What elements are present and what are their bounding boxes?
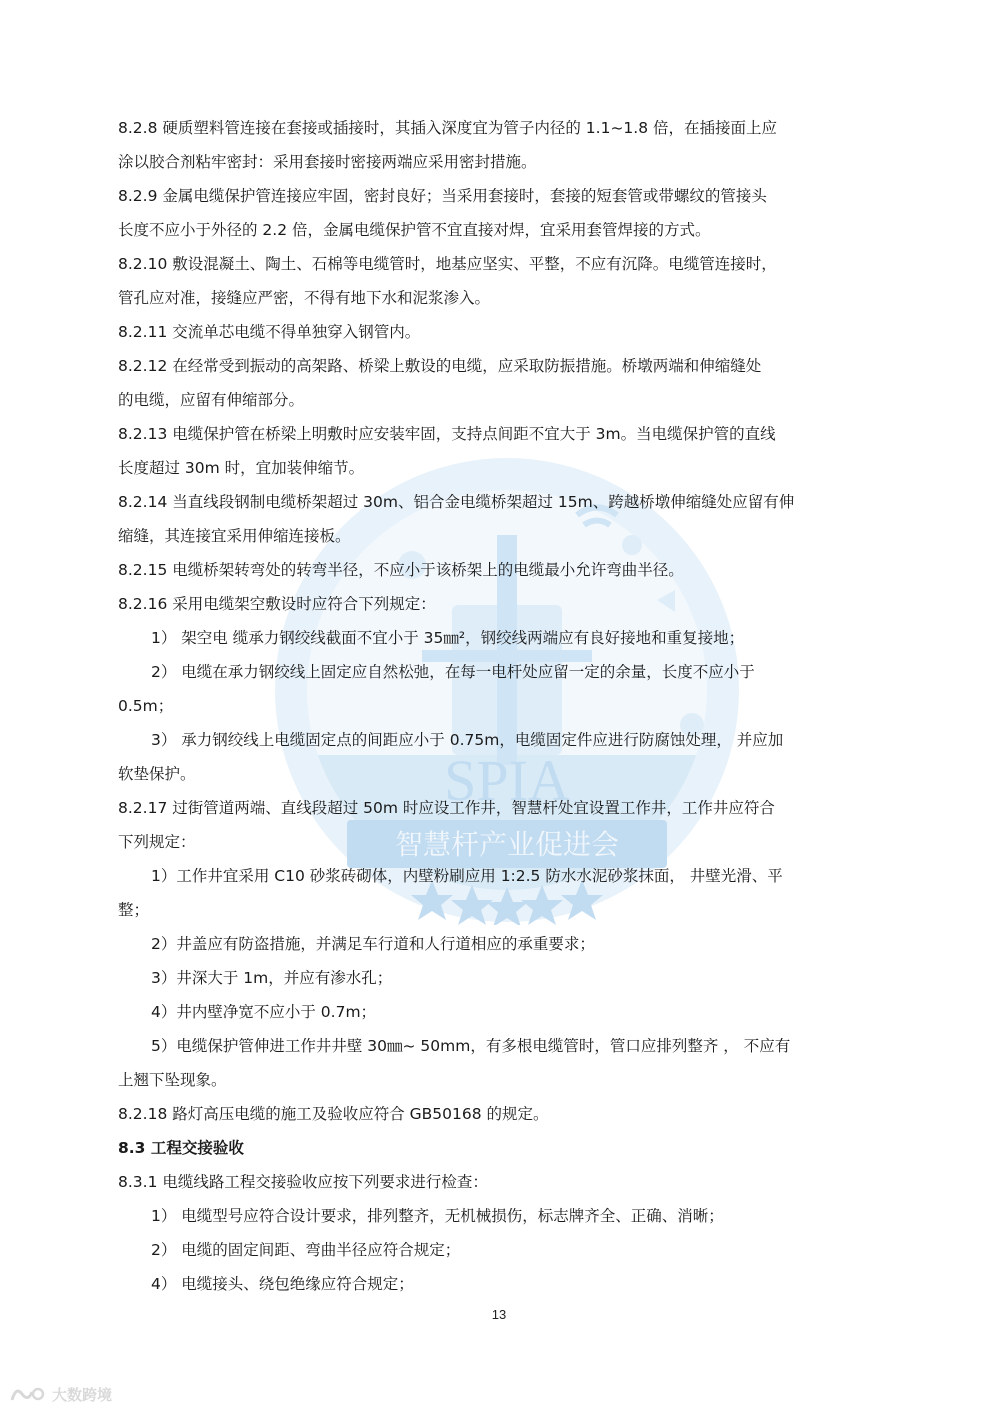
brand-logo-icon <box>10 1384 48 1404</box>
page-number: 13 <box>491 1307 507 1322</box>
text-line: 长度不应小于外径的 2.2 倍，金属电缆保护管不宜直接对焊，宜采用套管焊接的方式。 <box>118 221 711 239</box>
text-line: 8.3.1 电缆线路工程交接验收应按下列要求进行检查： <box>118 1173 488 1191</box>
text-line: 管孔应对准，接缝应严密，不得有地下水和泥浆渗入。 <box>118 289 491 307</box>
text-line: 8.2.14 当直线段钢制电缆桥架超过 30m、铝合金电缆桥架超过 15m、跨越桥墩伸缩缝处应留有伸 <box>118 493 795 511</box>
list-item: 2）井盖应有防盗措施，并满足车行道和人行道相应的承重要求； <box>151 935 595 953</box>
watermark-org-name: 智慧杆产业促进会 <box>394 828 620 861</box>
list-item: 1）工作井宜采用 C10 砂浆砖砌体，内壁粉刷应用 1:2.5 防水水泥砂浆抹面， 井壁光滑、平 <box>151 867 783 885</box>
text-line: 8.2.10 敷设混凝土、陶土、石棉等电缆管时，地基应坚实、平整，不应有沉降。电缆管连接时， <box>118 255 777 273</box>
list-item: 2） 电缆的固定间距、弯曲半径应符合规定； <box>151 1241 461 1259</box>
text-line: 8.2.15 电缆桥架转弯处的转弯半径，不应小于该桥架上的电缆最小允许弯曲半径。 <box>118 561 684 579</box>
text-line: 8.2.9 金属电缆保护管连接应牢固，密封良好；当采用套接时，套接的短套管或带螺纹的管接头 <box>118 187 767 205</box>
text-line: 下列规定： <box>118 833 196 851</box>
watermark-abbr: SPIA <box>444 748 570 813</box>
section-heading: 8.3 工程交接验收 <box>118 1139 244 1157</box>
text-line: 软垫保护。 <box>118 765 196 783</box>
text-line: 8.2.16 采用电缆架空敷设时应符合下列规定： <box>118 595 436 613</box>
text-line: 8.2.18 路灯高压电缆的施工及验收应符合 GB50168 的规定。 <box>118 1105 549 1123</box>
text-line: 涂以胶合剂粘牢密封：采用套接时密接两端应采用密封措施。 <box>118 153 537 171</box>
list-item: 2） 电缆在承力钢绞线上固定应自然松弛，在每一电杆处应留一定的余量，长度不应小于 <box>151 663 755 681</box>
text-line: 缩缝，其连接宜采用伸缩连接板。 <box>118 527 351 545</box>
list-item: 4） 电缆接头、绕包绝缘应符合规定； <box>151 1275 414 1293</box>
text-line: 8.2.8 硬质塑料管连接在套接或插接时，其插入深度宜为管子内径的 1.1~1.8 倍，在插接面上应 <box>118 119 778 137</box>
text-line: 整； <box>118 901 150 919</box>
list-item: 4）井内壁净宽不应小于 0.7m； <box>151 1003 377 1021</box>
text-line: 8.2.11 交流单芯电缆不得单独穿入钢管内。 <box>118 323 421 341</box>
corner-watermark-text: 大数跨境 <box>52 1385 113 1404</box>
text-line: 8.2.12 在经常受到振动的高架路、桥梁上敷设的电缆，应采取防振措施。桥墩两端和伸缩缝处 <box>118 357 762 375</box>
list-item: 3）井深大于 1m，并应有渗水孔； <box>151 969 393 987</box>
text-line: 0.5m； <box>118 697 174 715</box>
list-item: 3） 承力钢绞线上电缆固定点的间距应小于 0.75m，电缆固定件应进行防腐蚀处理， 并应加 <box>151 731 784 749</box>
text-line: 8.2.17 过街管道两端、直线段超过 50m 时应设工作井，智慧杆处宜设置工作井，工作井应符合 <box>118 799 775 817</box>
text-line: 上翘下坠现象。 <box>118 1071 227 1089</box>
text-line: 的电缆，应留有伸缩部分。 <box>118 391 305 409</box>
text-line: 8.2.13 电缆保护管在桥梁上明敷时应安装牢固，支持点间距不宜大于 3m。当电缆保护管的直线 <box>118 425 776 443</box>
text-line: 长度超过 30m 时，宜加装伸缩节。 <box>118 459 365 477</box>
list-item: 1） 架空电 缆承力钢绞线截面不宜小于 35㎜²，钢绞线两端应有良好接地和重复接地； <box>151 629 745 647</box>
corner-watermark <box>10 1381 112 1407</box>
list-item: 1） 电缆型号应符合设计要求，排列整齐，无机械损伤，标志牌齐全、正确、消晰； <box>151 1207 724 1225</box>
list-item: 5）电缆保护管伸进工作井井壁 30㎜~ 50mm，有多根电缆管时，管口应排列整齐 ， 不应有 <box>151 1037 791 1055</box>
